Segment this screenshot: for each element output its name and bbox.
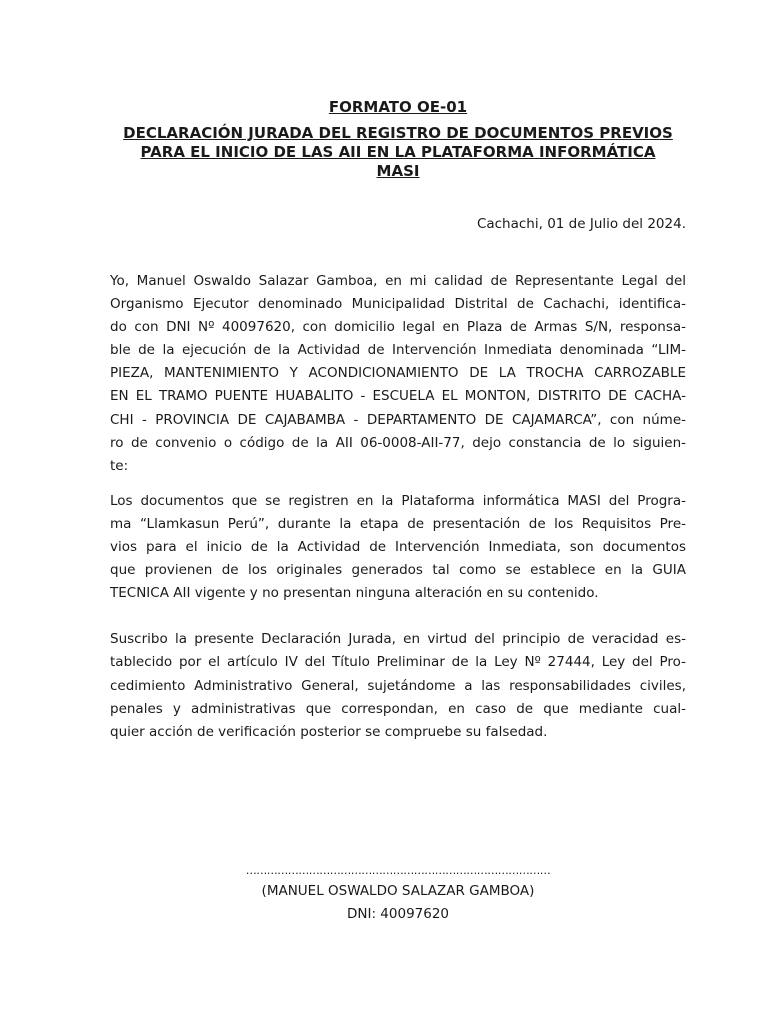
text-line: te: xyxy=(110,457,129,474)
text-line: EN EL TRAMO PUENTE HUABALITO - ESCUELA EL MONTON, DISTRITO DE CACHA- xyxy=(110,388,686,405)
text-line: TECNICA AII vigente y no presentan ninguna alteración en su contenido. xyxy=(110,585,599,602)
signature-line: …………………………………………………………………………… xyxy=(245,864,551,877)
text-line: que provienen de los originales generados tal como se establece en la GUIA xyxy=(110,562,686,579)
text-line: quier acción de verificación posterior se compruebe su falsedad. xyxy=(110,723,548,740)
signature-block xyxy=(110,862,686,926)
document-title xyxy=(110,124,686,181)
document-page xyxy=(110,96,686,744)
text-line: ro de convenio o código de la AII 06-0008-AII-77, dejo constancia de lo siguien- xyxy=(110,434,686,451)
declaration-paragraph xyxy=(110,628,686,743)
title-line: MASI xyxy=(376,162,420,180)
documents-paragraph xyxy=(110,490,686,605)
signatory-dni: DNI: 40097620 xyxy=(346,906,450,922)
text-line: do con DNI Nº 40097620, con domicilio legal en Plaza de Armas S/N, responsa- xyxy=(110,319,686,336)
text-line: PIEZA, MANTENIMIENTO Y ACONDICIONAMIENTO DE LA TROCHA CARROZABLE xyxy=(110,365,686,382)
text-line: CHI - PROVINCIA DE CAJABAMBA - DEPARTAMENTO DE CAJAMARCA”, con núme- xyxy=(110,411,686,428)
text-line: Yo, Manuel Oswaldo Salazar Gamboa, en mi calidad de Representante Legal del xyxy=(110,273,686,289)
title-line: DECLARACIÓN JURADA DEL REGISTRO DE DOCUMENTOS PREVIOS xyxy=(123,124,673,142)
text-line: ble de la ejecución de la Actividad de Intervención Inmediata denominada “LIM- xyxy=(110,342,686,359)
signatory-name: (MANUEL OSWALDO SALAZAR GAMBOA) xyxy=(261,883,535,899)
text-line: Organismo Ejecutor denominado Municipalidad Distrital de Cachachi, identifica- xyxy=(110,296,686,313)
declarant-paragraph xyxy=(110,270,686,478)
text-line: ma “Llamkasun Perú”, durante la etapa de presentación de los Requisitos Pre- xyxy=(110,515,686,532)
text-line: Los documentos que se registren en la Plataforma informática MASI del Progra- xyxy=(110,492,686,509)
form-code: FORMATO OE-01 xyxy=(328,98,468,116)
title-line: PARA EL INICIO DE LAS AII EN LA PLATAFORMA INFORMÁTICA xyxy=(140,143,656,161)
text-line: penales y administrativas que correspondan, en caso de que mediante cual- xyxy=(110,700,686,717)
text-line: Suscribo la presente Declaración Jurada, en virtud del principio de veracidad es- xyxy=(110,631,686,648)
place-date: Cachachi, 01 de Julio del 2024. xyxy=(476,216,686,232)
text-line: vios para el inicio de la Actividad de Intervención Inmediata, son documentos xyxy=(110,539,686,556)
text-line: cedimiento Administrativo General, sujetándome a las responsabilidades civiles, xyxy=(110,677,686,694)
text-line: tablecido por el artículo IV del Título Preliminar de la Ley Nº 27444, Ley del Pro- xyxy=(110,654,686,671)
